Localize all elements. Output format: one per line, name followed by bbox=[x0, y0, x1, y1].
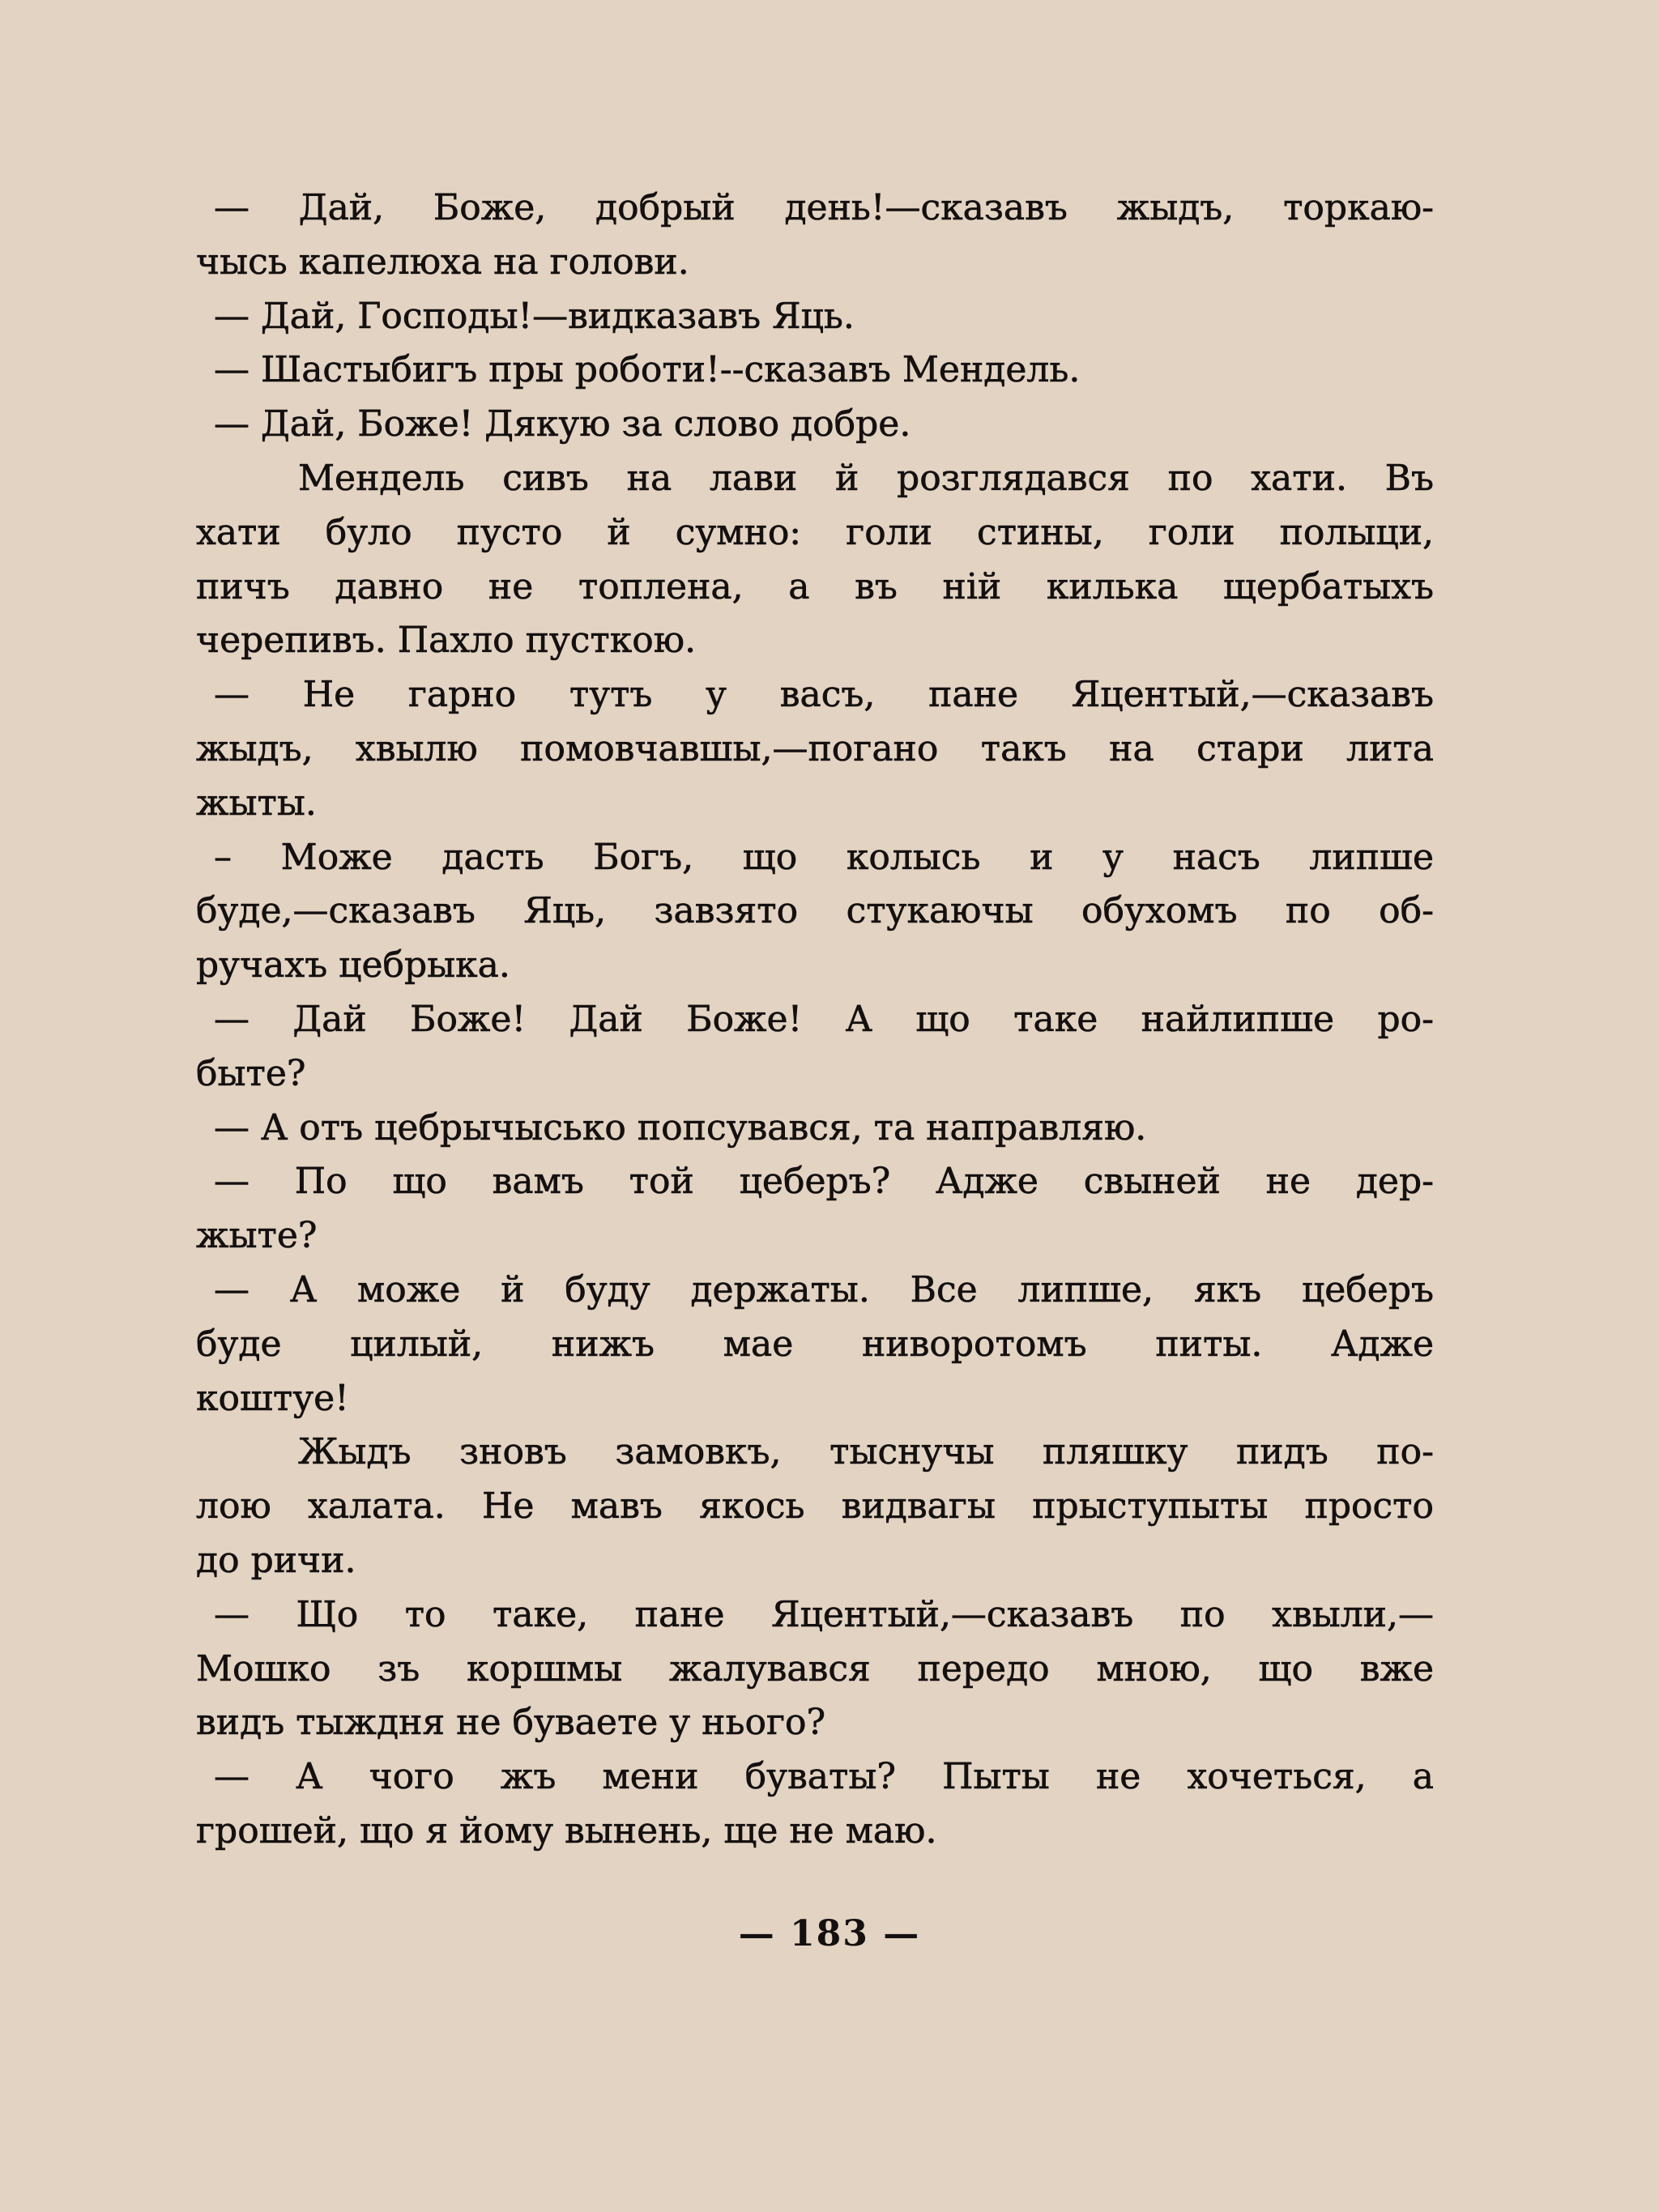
text-line: быте? bbox=[196, 1052, 306, 1094]
text-line: лою халата. Не мавъ якось видвагы прыступыты просто bbox=[196, 1485, 1434, 1528]
text-line: Мендель сивъ на лави й розглядався по хати. Въ bbox=[298, 457, 1434, 499]
text-line: — Не гарно тутъ у васъ, пане Яцентый,—сказавъ bbox=[214, 674, 1434, 716]
text-line: — А отъ цебрычысько попсувався, та направляю. bbox=[214, 1106, 1147, 1149]
text-line: хати було пусто й сумно: голи стины, голи полыци, bbox=[196, 511, 1434, 553]
text-line: ручахъ цебрыка. bbox=[196, 944, 510, 987]
text-line: Мошко зъ коршмы жалувався передо мною, що вже bbox=[196, 1647, 1434, 1690]
text-line: черепивъ. Пахло пусткою. bbox=[196, 620, 697, 662]
text-line: – Може дасть Богъ, що колысь и у насъ липше bbox=[214, 836, 1434, 878]
text-line: буде,—сказавъ Яць, завзято стукаючы обухомъ по об- bbox=[196, 890, 1434, 932]
text-line: — Дай, Боже! Дякую за слово добре. bbox=[214, 403, 911, 445]
text-line: — Дай, Боже, добрый день!—сказавъ жыдъ, торкаю- bbox=[214, 187, 1434, 228]
text-line: — По що вамъ той цеберъ? Адже свыней не дер- bbox=[214, 1161, 1434, 1203]
page-number: — 183 — bbox=[738, 1913, 921, 1954]
text-line: жыдъ, хвылю помовчавшы,—погано такъ на стари лита bbox=[196, 727, 1434, 769]
text-line: жыте? bbox=[196, 1215, 318, 1257]
text-line: — Дай, Господы!—видказавъ Яць. bbox=[214, 295, 855, 337]
text-line: грошей, що я йому вынень, ще не маю. bbox=[196, 1809, 937, 1852]
text-line: Жыдъ зновъ замовкъ, тыснучы пляшку пидъ по- bbox=[298, 1431, 1434, 1473]
text-line: — Шастыбигъ пры роботи!--сказавъ Мендель. bbox=[214, 349, 1081, 391]
text-line: видъ тыждня не буваете у нього? bbox=[196, 1702, 826, 1744]
text-line: — Дай Боже! Дай Боже! А що таке найлипше ро- bbox=[214, 998, 1434, 1040]
page-text bbox=[196, 181, 1434, 1859]
text-line: — А може й буду держаты. Все липше, якъ цеберъ bbox=[214, 1268, 1434, 1311]
text-line: — Що то таке, пане Яцентый,—сказавъ по хвыли,— bbox=[214, 1593, 1434, 1635]
text-line: пичъ давно не топлена, а въ ній килька щербатыхъ bbox=[196, 565, 1434, 607]
text-line: чысь капелюха на голови. bbox=[196, 241, 689, 283]
text-line: коштуе! bbox=[196, 1377, 349, 1419]
text-line: — А чого жъ мени буваты? Пыты не хочеться, а bbox=[214, 1756, 1434, 1798]
text-line: буде цилый, нижъ мае ниворотомъ питы. Адже bbox=[196, 1323, 1434, 1365]
text-line: жыты. bbox=[196, 782, 317, 824]
text-line: до ричи. bbox=[196, 1539, 356, 1581]
